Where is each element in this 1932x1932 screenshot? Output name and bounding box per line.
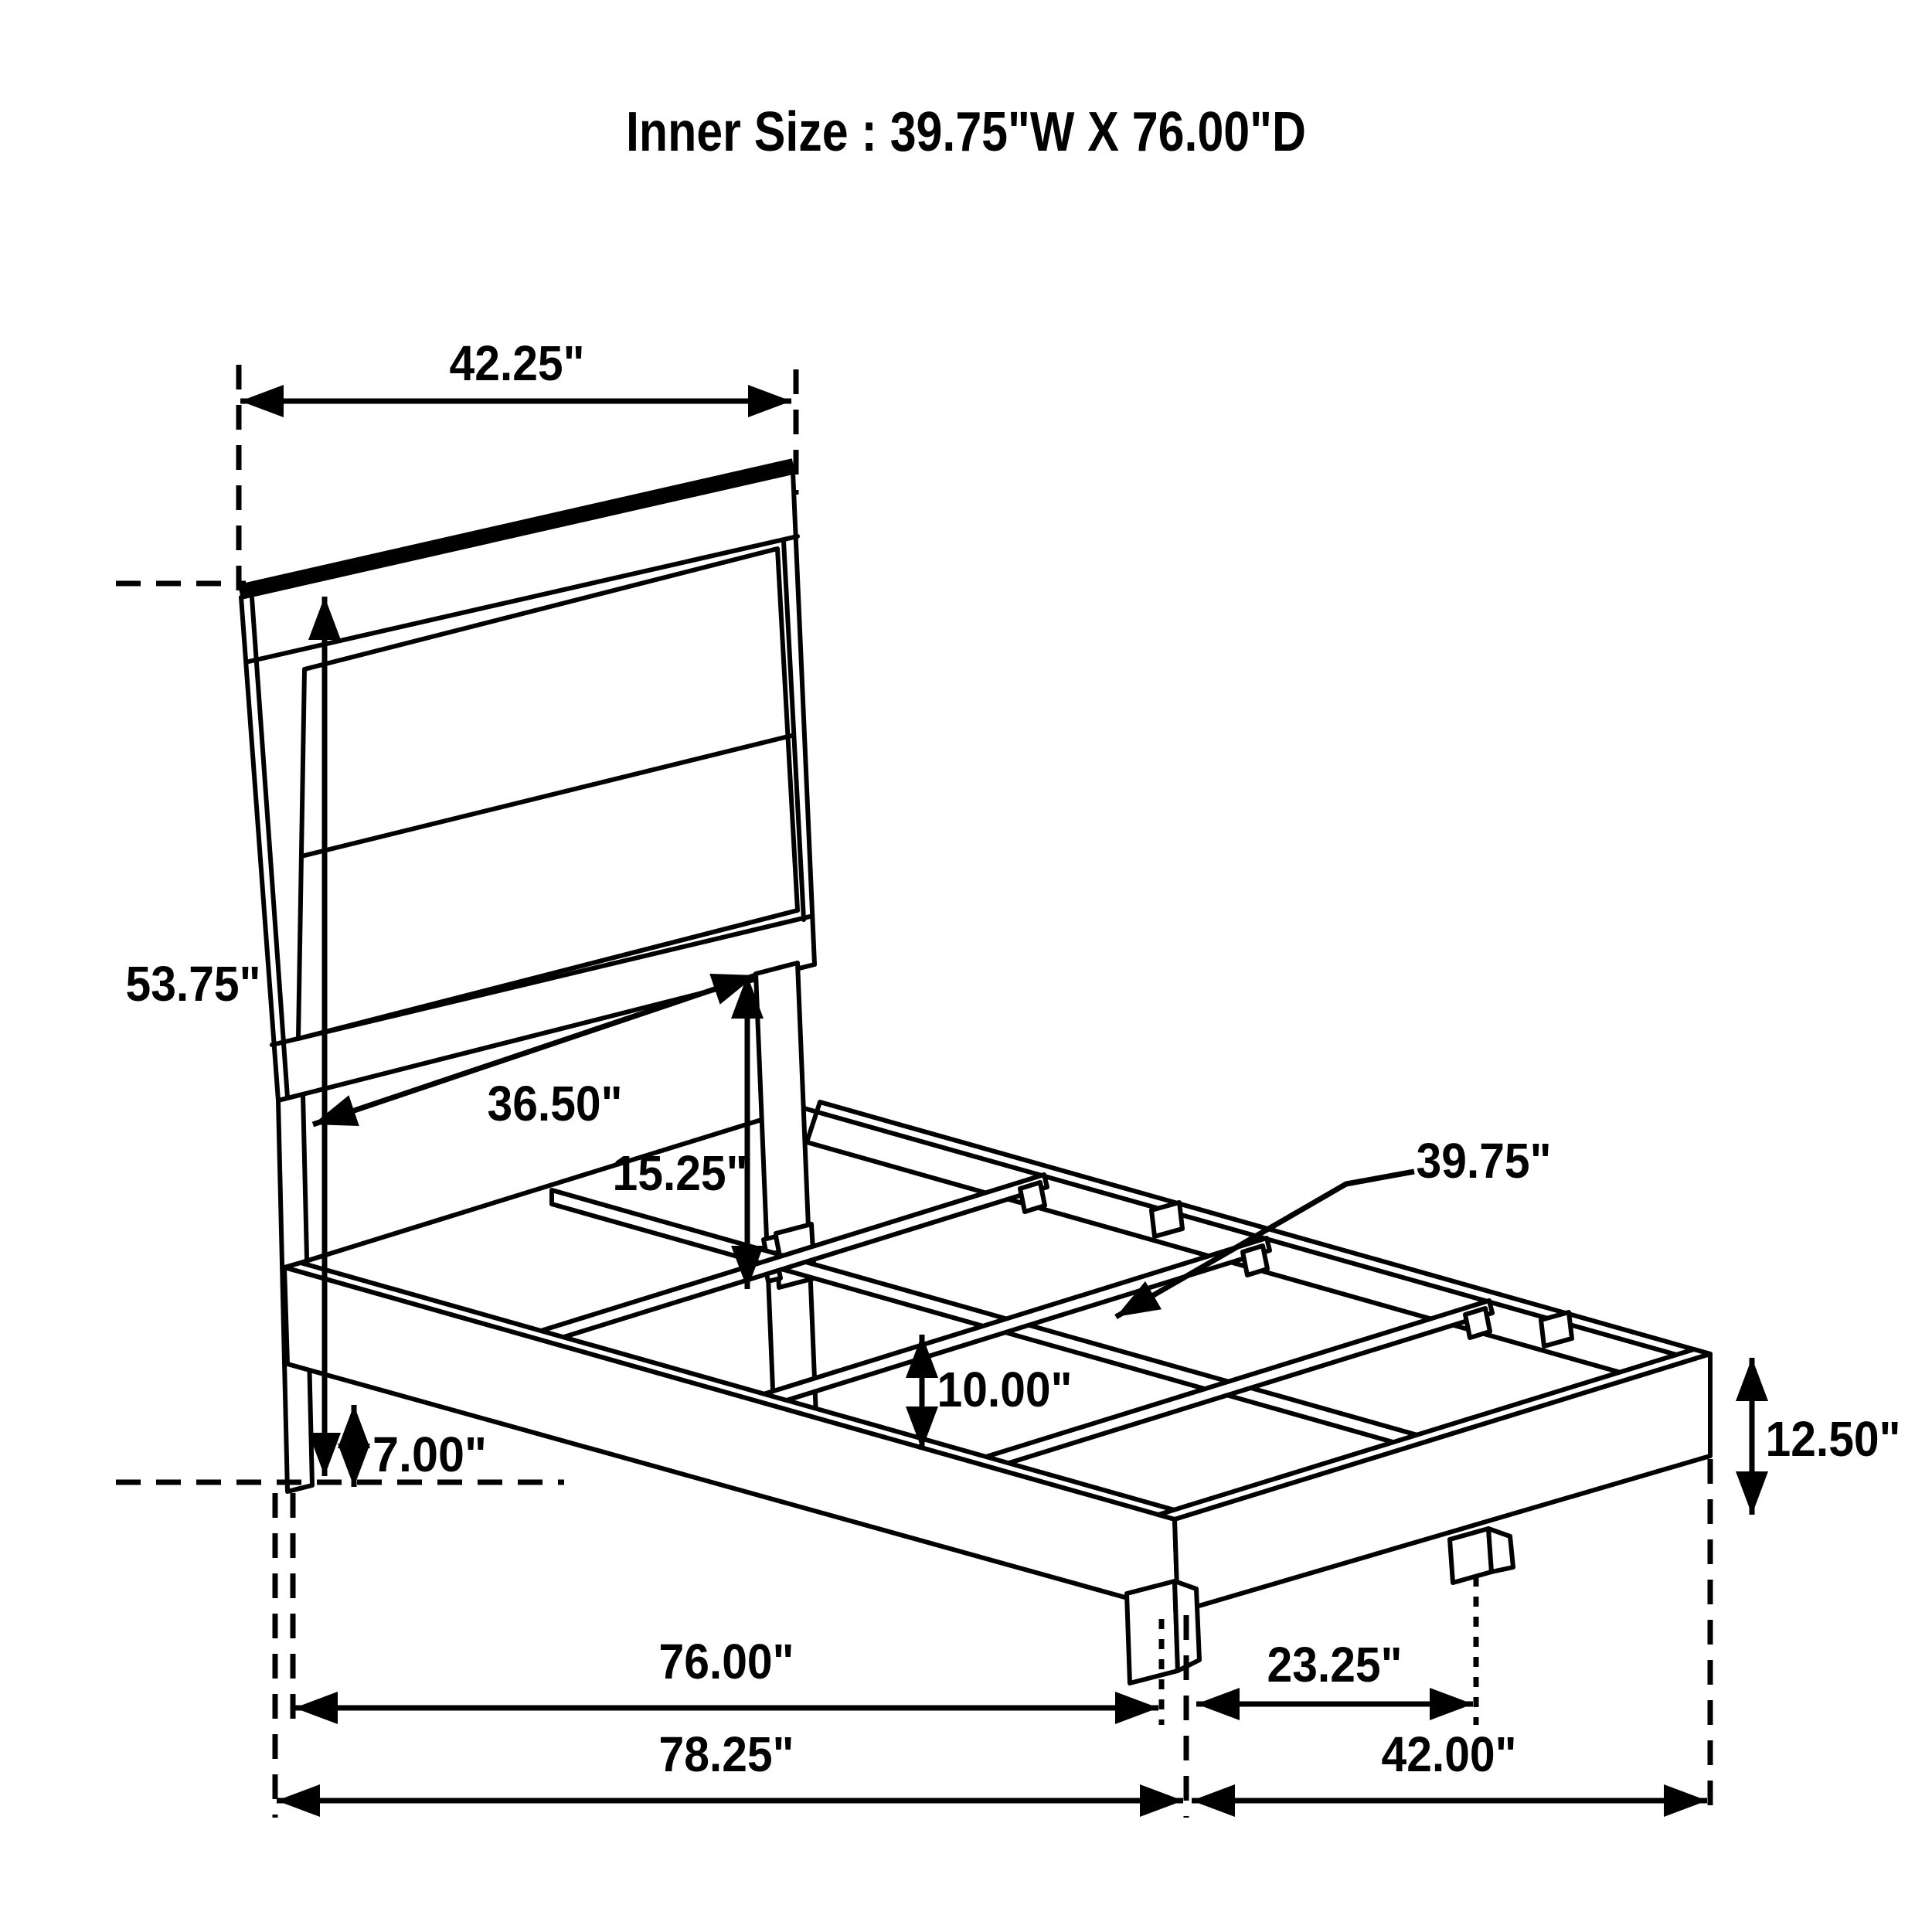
leg-offset-label: 23.25" — [1267, 1637, 1403, 1692]
slat-length-label: 39.75" — [1416, 1133, 1552, 1189]
rail-clearance-label: 7.00" — [372, 1427, 487, 1482]
inner-width-label: 36.50" — [487, 1076, 623, 1131]
far-rail-tab-1 — [1151, 1202, 1182, 1236]
far-rail-tab-2 — [1541, 1312, 1572, 1346]
center-leg-front — [1450, 1529, 1492, 1583]
page-title: Inner Size : 39.75"W X 76.00"D — [626, 101, 1306, 163]
headboard-height-label: 53.75" — [125, 956, 261, 1012]
footboard-height-label: 12.50" — [1765, 1411, 1901, 1467]
overall-length-label: 78.25" — [658, 1726, 794, 1782]
slat-2-cleat-far — [1243, 1246, 1267, 1275]
headboard-width-label: 42.25" — [449, 335, 585, 391]
inner-length-label: 76.00" — [658, 1634, 794, 1689]
deck-height-label: 10.00" — [937, 1362, 1073, 1417]
foot-left-leg-front — [1127, 1581, 1178, 1683]
center-leg-side — [1488, 1529, 1513, 1572]
slat-3-cleat-far — [1465, 1308, 1490, 1338]
slat-1-cleat-far — [1020, 1182, 1045, 1212]
overall-width-label: 42.00" — [1381, 1726, 1517, 1782]
panel-to-slat-label: 15.25" — [612, 1145, 748, 1201]
